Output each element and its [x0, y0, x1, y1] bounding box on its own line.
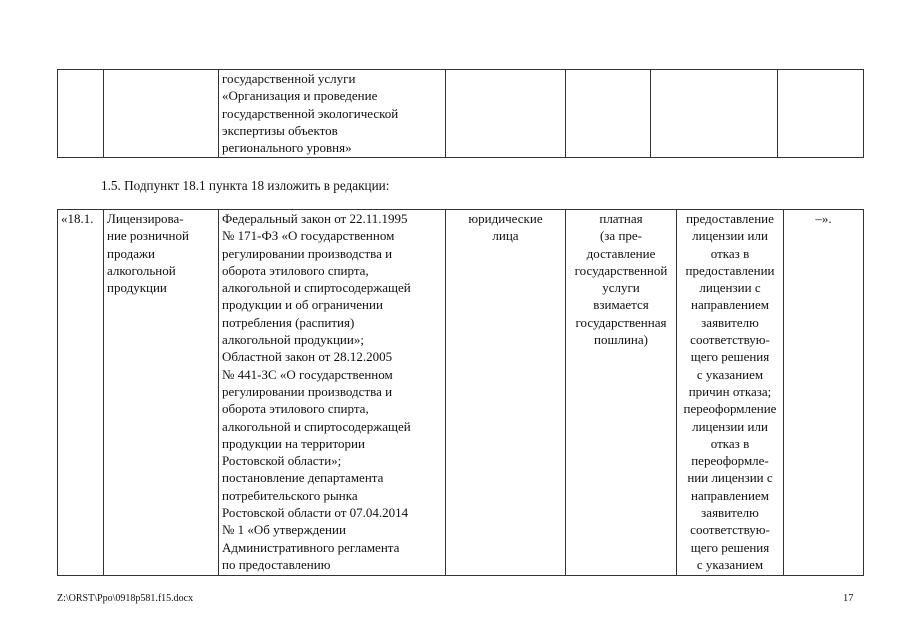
table-cell — [446, 70, 566, 158]
text-line: государственной услуги — [222, 71, 356, 86]
text-line: юридические — [468, 211, 543, 226]
closing-mark: –». — [815, 211, 832, 226]
table-cell — [651, 70, 778, 158]
text-line: оборота этилового спирта, — [222, 401, 369, 417]
legal-basis — [222, 210, 442, 573]
text-line: лицензии или — [692, 418, 768, 434]
payment-terms — [569, 210, 673, 348]
text-line: предоставлении — [685, 262, 775, 278]
text-line: нии лицензии с — [687, 470, 773, 486]
result-cell — [677, 210, 784, 576]
top-table-fragment — [57, 69, 864, 158]
text-line: № 171-ФЗ «О государственном — [222, 228, 395, 244]
text-line: ние розничной — [107, 228, 189, 244]
text-line: с указанием — [696, 366, 764, 382]
text-line: потребления (распития) — [222, 314, 355, 330]
text-line: отказ в — [710, 245, 750, 261]
last-column-cell — [784, 210, 864, 576]
text-line: Административного регламента — [222, 539, 400, 555]
text-line: продукции — [107, 280, 167, 296]
text-line: № 1 «Об утверждении — [222, 522, 346, 538]
table-row — [58, 210, 864, 576]
text-line: соответствую- — [690, 332, 770, 348]
text-line: переоформле- — [691, 453, 769, 469]
text-line: регулировании производства и — [222, 383, 393, 399]
text-line: услуги — [602, 280, 640, 296]
text-line: Областной закон от 28.12.2005 — [222, 349, 393, 365]
text-line: переоформление — [683, 401, 777, 417]
text-line: (за пре- — [599, 228, 643, 244]
text-line: государственной экологической — [222, 105, 399, 121]
service-name-cell — [104, 210, 219, 576]
text-line: оборота этилового спирта, — [222, 262, 369, 278]
text-line: постановление департамента — [222, 470, 384, 486]
text-line: пошлина) — [594, 332, 648, 348]
legal-basis-cell — [219, 210, 446, 576]
text-line: с указанием — [696, 556, 764, 572]
text-line: потребительского рынка — [222, 487, 358, 503]
text-line: причин отказа; — [688, 383, 772, 399]
text-line: алкогольной — [107, 262, 176, 278]
applicants-cell — [446, 210, 566, 576]
text-line: экспертизы объектов — [222, 122, 338, 138]
service-name — [107, 210, 215, 296]
text-line: Ростовской области»; — [222, 453, 342, 469]
applicants — [449, 210, 562, 245]
text-line: доставление — [586, 245, 656, 261]
service-result — [680, 210, 780, 573]
table-cell — [219, 70, 446, 158]
text-line: продажи — [107, 245, 155, 261]
text-line: по предоставлению — [222, 556, 331, 572]
table-cell — [566, 70, 651, 158]
table-cell — [778, 70, 864, 158]
text-line: соответствую- — [690, 522, 770, 538]
text-line: алкогольной и спиртосодержащей — [222, 418, 411, 434]
service-name-fragment — [222, 70, 442, 156]
table-cell — [58, 70, 104, 158]
text-line: алкогольной продукции»; — [222, 332, 364, 348]
text-line: лицензии с — [699, 280, 761, 296]
text-line: Федеральный закон от 22.11.1995 — [222, 211, 408, 226]
text-line: продукции на территории — [222, 435, 365, 451]
text-line: регулировании производства и — [222, 245, 393, 261]
text-line: государственной — [574, 262, 668, 278]
text-line: заявителю — [701, 505, 759, 521]
text-line: щего решения — [690, 539, 770, 555]
text-line: продукции и об ограничении — [222, 297, 383, 313]
text-line: регионального уровня» — [222, 140, 352, 156]
text-line: Лицензирова- — [107, 211, 184, 226]
text-line: отказ в — [710, 435, 750, 451]
text-line: взимается — [593, 297, 649, 313]
services-table — [57, 209, 864, 576]
text-line: Ростовской области от 07.04.2014 — [222, 505, 409, 521]
amendment-paragraph: 1.5. Подпункт 18.1 пункта 18 изложить в редакции: — [101, 178, 390, 193]
text-line: лица — [492, 228, 519, 244]
table-cell — [104, 70, 219, 158]
table-row — [58, 70, 864, 158]
text-line: лицензии или — [692, 228, 768, 244]
text-line: алкогольной и спиртосодержащей — [222, 280, 411, 296]
footer-file-path: Z:\ORST\Ppo\0918p581.f15.docx — [57, 593, 194, 604]
payment-cell — [566, 210, 677, 576]
text-line: направлением — [691, 487, 769, 503]
text-line: № 441-ЗС «О государственном — [222, 366, 393, 382]
text-line: государственная — [575, 314, 667, 330]
text-line: предоставление — [686, 211, 774, 226]
text-line: щего решения — [690, 349, 770, 365]
page-number: 17 — [843, 593, 854, 604]
text-line: заявителю — [701, 314, 759, 330]
text-line: платная — [599, 211, 643, 226]
row-number: «18.1. — [61, 211, 94, 226]
text-line: направлением — [691, 297, 769, 313]
row-number-cell — [58, 210, 104, 576]
text-line: «Организация и проведение — [222, 88, 378, 104]
